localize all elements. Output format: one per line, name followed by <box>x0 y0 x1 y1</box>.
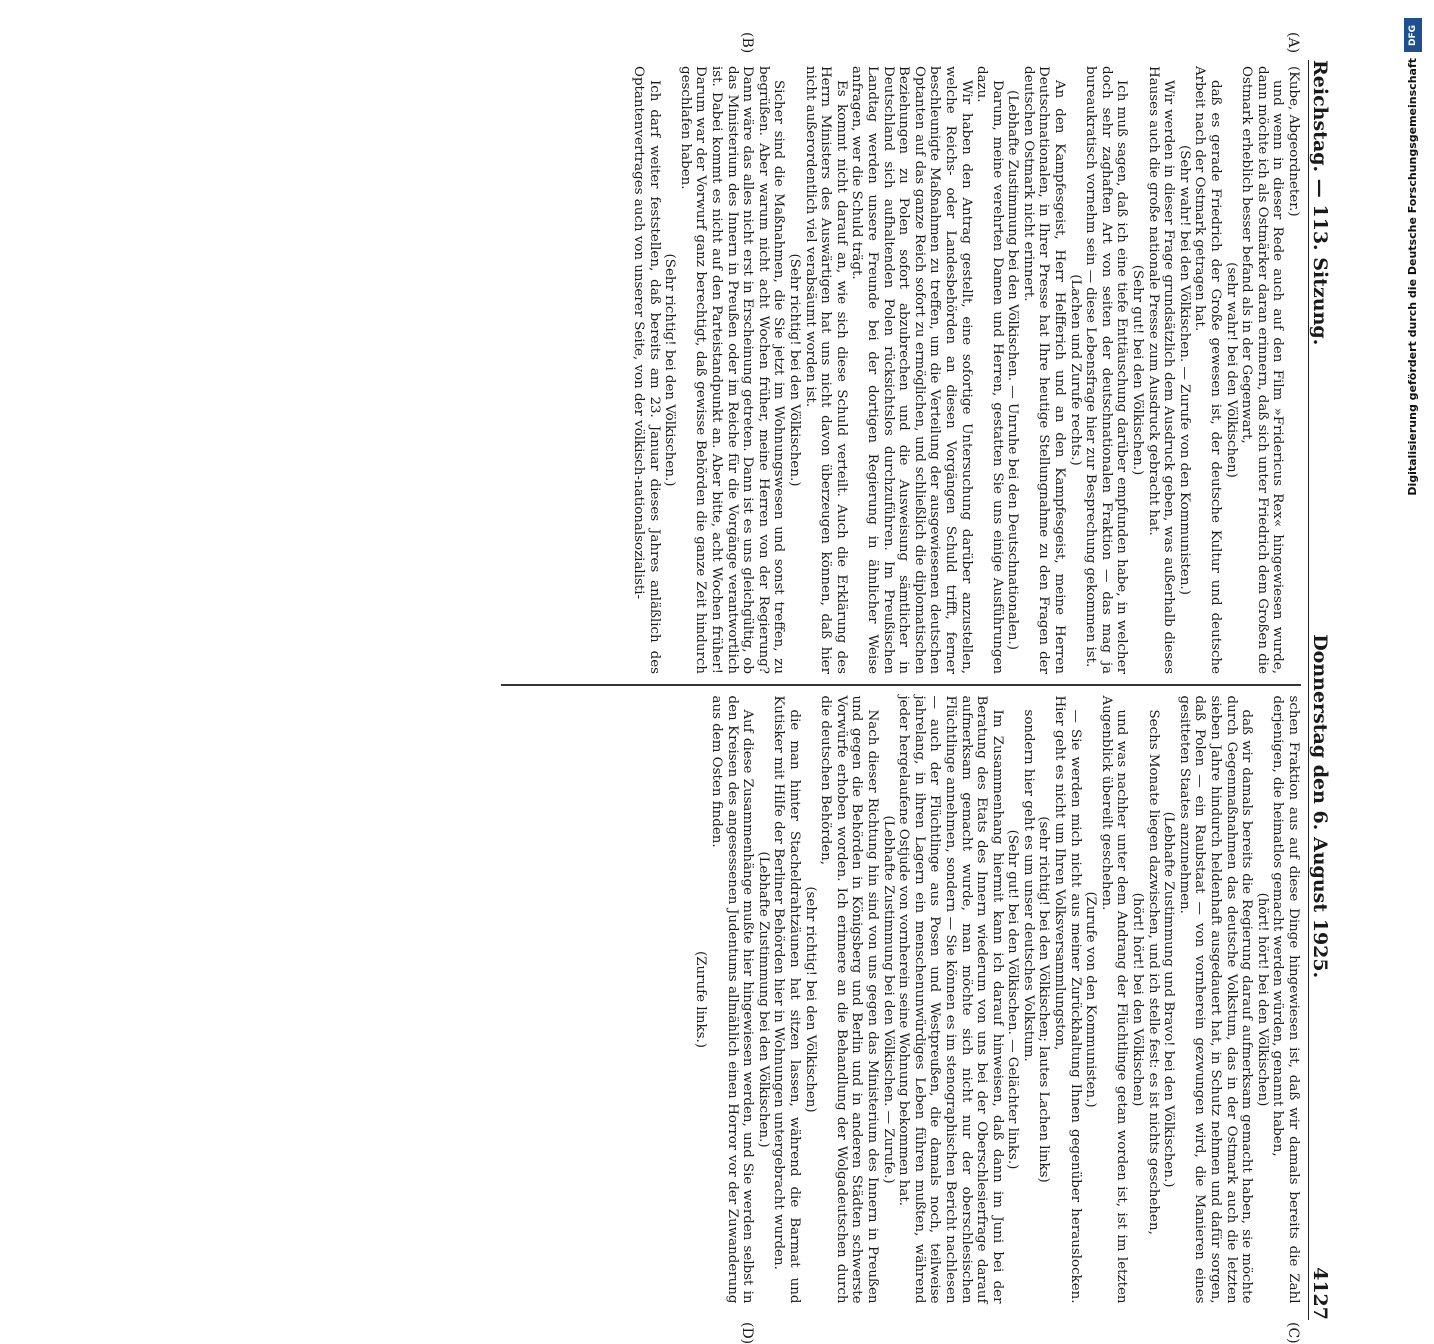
paragraph: sondern hier geht es um unser deutsches Volkstum. <box>1020 709 1036 1062</box>
paragraph: daß wir damals bereits die Regierung darauf aufmerksam gemacht haben, sie möchte durch Gegenmaßnahmen das deutsche Volkstum, das in der Ostmark auch die letzten sieben Jahre hindurch heldenhaft ausgedauert hat, in Schutz nehmen und dafür sorgen, daß Polen — ein Raubstaat — von vornherein gezwungen wird, die Manieren eines gesitteten Staates anzunehmen. <box>1176 695 1255 1304</box>
paragraph: (sehr richtig! bei den Völkischen; lautes Lachen links) <box>1036 816 1052 1183</box>
paragraph: die man hinter Stacheldrahtzäunen hat sitzen lassen, während die Barmat und Kutisker mit Hilfe der Berliner Behörden hier in Wohnungen untergebracht wurden. <box>771 695 802 1304</box>
paragraph: Es kommt nicht darauf an, wie sich diese Schuld verteilt. Auch die Erklärung des Herrn Ministers des Auswärtigen hat uns nicht davon überzeugen können, daß hier nicht außerordentlich viel verabsäumt worden ist. <box>802 66 849 674</box>
paragraph: (hört! hört! bei den Völkischen) <box>1254 892 1270 1107</box>
paragraph: (Zurufe links.) <box>693 951 709 1048</box>
paragraph: und was nachher unter dem Andrang der Flüchtlinge getan worden ist, ist im letzten Augenblick übereilt geschehen. <box>1098 695 1130 1304</box>
paragraph: Wir haben den Antrag gestellt, eine sofortige Untersuchung darüber anzustellen, welche Reichs- oder Landesbehörden an diesen Vorgängen Schuld trifft, ferner beschleunigte Maßnahmen zu treffen, um die Verteilung der ausgewiesenen deutschen Optanten auf das ganze Reich sofort zu ermöglichen, und schließlich die diplomatischen Beziehungen zu Polen sofort abzubrechen und die Ausweisung sämtlicher in Deutschland sich aufhaltenden Polen rücksichtslos durchzuführen. Im Preußischen Landtag werden unsere Freunde bei der dortigen Regierung in ähnlicher Weise anfragen, wer die Schuld trägt. <box>849 66 974 674</box>
paragraph: schen Fraktion aus auf diese Dinge hingewiesen ist, daß wir damals bereits die Zahl derjenigen, die heimatlos gemacht werden würden, genannt haben, <box>1270 695 1301 1304</box>
paragraph: (Sehr richtig! bei den Völkischen.) <box>787 253 802 487</box>
paragraph: (Lebhafte Zustimmung und Bravo! bei den Völkischen.) <box>1161 811 1177 1188</box>
paragraph: An den Kampfesgeist, Herr Helfferich und an den Kampfesgeist, meine Herren Deutschnationalen, in Ihrer Presse hat Ihre heutige Stellungnahme zu den Fragen der deutschen Ostmark nicht erinnert. <box>1020 66 1068 674</box>
text-columns <box>501 60 1301 1320</box>
paragraph: Ich muß sagen, daß ich eine tiefe Enttäuschung darüber empfunden habe, in welcher doch sehr zaghaften Art von seiten der deutschnationalen Fraktion — das mag ja bureaukratisch vornehm sein — diese Lebensfrage hier zur Besprechung gekommen ist. <box>1083 66 1130 674</box>
paragraph: Wir werden in dieser Frage grundsätzlich dem Ausdruck geben, was außerhalb dieses Hauses auch die große nationale Presse zum Ausdruck gebracht hat. <box>1145 66 1177 674</box>
margin-mark-c: (C) <box>1285 1322 1301 1344</box>
paragraph: (Lebhafte Zustimmung bei den Völkischen. — Zurufe.) <box>880 815 896 1184</box>
rotated-text-block <box>85 32 1345 1344</box>
margin-mark-d: (D) <box>739 1322 755 1344</box>
paragraph: — Sie werden mich nicht aus meiner Zurückhaltung Ihnen gegenüber herauslocken. Hier geht es nicht um Ihren Volksversammlungston, <box>1052 695 1083 1304</box>
paragraph: (Lachen und Zurufe rechts.) <box>1067 274 1083 466</box>
page-header <box>1308 60 1345 1320</box>
paragraph: Darum, meine verehrten Damen und Herren, gestatten Sie uns einige Ausführungen dazu. <box>974 66 1005 674</box>
paragraph: Ich darf weiter feststellen, daß bereits am 23. Januar dieses Jahres anläßlich des Optantenvertrages auch von unserer Seite, von der völkisch-nationalsozialisti- <box>631 66 662 674</box>
page-number: 4127 <box>1309 1267 1331 1320</box>
paragraph: (sehr richtig! bei den Völkischen) <box>802 886 818 1113</box>
dfg-credit-text: Digitalisierung gefördert durch die Deutsche Forschungsgemeinschaft <box>1406 58 1419 496</box>
margin-mark-a: (A) <box>1285 32 1301 54</box>
paragraph: Nach dieser Richtung hin sind von uns gegen das Ministerium des Innern in Preußen und gegen die Behörden in Königsberg und Berlin und in anderen Städten schwerste Vorwürfe erhoben worden. Ich erinnere an die Behandlung der Wolgadeutschen durch die deutschen Behörden, <box>818 695 880 1304</box>
paragraph: Sicher sind die Maßnahmen, die Sie jetzt im Wohnungswesen und sonst treffen, zu begrüßen. Aber warum nicht acht Wochen früher, meine Herren von der Regierung? Dann wäre das alles nicht erst in Erscheinung getreten. Dann ist es uns gleichgültig, ob das Ministerium des Innern in Preußen oder im Reiche für die Vorgänge verantwortlich ist. Dabei kommt es nicht auf den Parteistandpunkt an. Aber bitte, acht Wochen früher! Darum war der Vorwurf ganz berechtigt, daß gewisse Behörden die ganze Zeit hindurch geschlafen haben. <box>677 66 787 674</box>
column-left <box>501 60 1301 680</box>
dfg-credit-strip <box>1402 10 1424 990</box>
paragraph: (Kube, Abgeordneter.) <box>1286 66 1301 217</box>
header-date: Donnerstag den 6. August 1925. <box>1309 634 1331 979</box>
paragraph: (Sehr richtig! bei den Völkischen.) <box>662 253 678 487</box>
column-divider <box>501 684 1301 686</box>
paragraph: (Lebhafte Zustimmung bei den Völkischen. — Unruhe bei den Deutschnationalen.) <box>1005 89 1021 651</box>
paragraph: (Sehr gut! bei den Völkischen. — Gelächter links.) <box>1005 829 1021 1170</box>
dfg-logo: DFG <box>1404 18 1422 52</box>
paragraph: (Sehr wahr! bei den Völkischen. — Zurufe von den Kommunisten.) <box>1176 145 1192 595</box>
paragraph: (sehr wahr! bei den Völkischen) <box>1223 262 1239 478</box>
paragraph: daß es gerade Friedrich der Große gewesen ist, der deutsche Kultur und deutsche Arbeit nach der Ostmark getragen hat. <box>1192 66 1224 674</box>
paragraph: (hört! hört! bei den Völkischen) <box>1130 892 1146 1107</box>
header-left: Reichstag. — 113. Sitzung. <box>1309 60 1331 346</box>
paragraph: Auf diese Zusammenhänge mußte hier hingewiesen werden, und Sie werden selbst in den Kreisen des angesessenen Judentums allmählich einen Horror vor der Zuwanderung aus dem Osten finden. <box>709 695 756 1304</box>
paragraph: und wenn in dieser Rede auch auf den Film »Fridericus Rex« hingewiesen wurde, dann möchte ich als Ostmärker daran erinnern, daß sich unter Friedrich dem Großen die Ostmark erheblich besser befand als in der Gegenwart, <box>1239 66 1286 674</box>
paragraph: Sechs Monate liegen dazwischen, und ich stelle fest: es ist nichts geschehen, <box>1145 709 1161 1235</box>
paragraph: (Sehr gut! bei den Völkischen.) <box>1130 264 1146 476</box>
paragraph: (Lebhafte Zustimmung bei den Völkischen.) <box>755 851 771 1148</box>
paragraph: (Zurufe von den Kommunisten.) <box>1083 891 1099 1108</box>
margin-mark-b: (B) <box>739 32 755 54</box>
paragraph: Im Zusammenhang hiermit kann ich darauf hinweisen, daß dann im Juni bei der Beratung des Etats des Innern wiederum von uns bei der Oberschlesierfrage darauf aufmerksam gemacht wurde, man möchte sich nicht nur der oberschlesischen Flüchtlinge annehmen, sondern — Sie können es im stenographischen Bericht nachlesen — auch der Flüchtlinge aus Posen und Westpreußen, die damals noch, teilweise jahrelang, in ihren Lagern ein menschenunwürdiges Leben führen mußten, während jeder hergelaufene Ostjude von vornherein seine Wohnung bekommen hat. <box>896 695 1005 1304</box>
